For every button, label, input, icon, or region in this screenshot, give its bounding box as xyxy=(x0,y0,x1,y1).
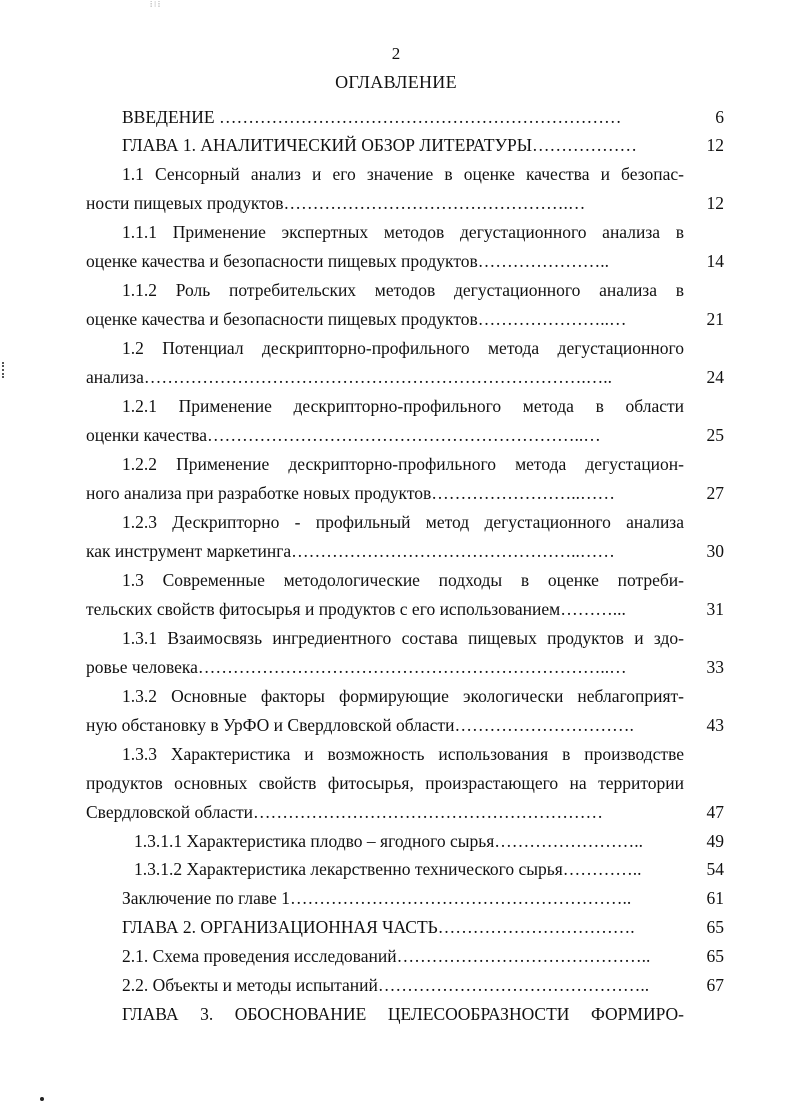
toc-entry-text: 1.3.1.1 Характеристика плодво – ягодного сырья…………………….. xyxy=(134,831,644,851)
toc-entry-page: 43 xyxy=(706,715,724,735)
toc-entry-page: 6 xyxy=(715,107,724,127)
toc-entry-text: ности пищевых продуктов………………………………………….… xyxy=(86,193,586,213)
scan-margin-mark xyxy=(2,362,8,378)
toc-entry-text: продуктов основных свойств фитосырья, произрастающего на территории xyxy=(86,773,684,793)
scan-artifact: ⁞ ǀ ⁞ xyxy=(150,0,161,9)
toc-entry-text: 1.3.1.2 Характеристика лекарственно технического сырья………….. xyxy=(134,859,642,879)
toc-entry-page: 12 xyxy=(706,135,724,155)
toc-entry-page: 25 xyxy=(706,425,724,445)
page-title: ОГЛАВЛЕНИЕ xyxy=(335,72,457,92)
toc-entry-page: 31 xyxy=(706,599,724,619)
toc-entry-text: как инструмент маркетинга…………………………………………..…… xyxy=(86,541,615,561)
toc-entry-page: 47 xyxy=(706,802,724,822)
toc-entry-text: оценке качества и безопасности пищевых продуктов………………….. xyxy=(86,251,610,271)
toc-entry-text: Свердловской области…………………………………………………… xyxy=(86,802,604,822)
toc-entry-page: 24 xyxy=(706,367,724,387)
toc-entry-text: 1.1.1 Применение экспертных методов дегустационного анализа в xyxy=(122,222,684,242)
toc-entry-text: ную обстановку в УрФО и Свердловской области…………………………. xyxy=(86,715,634,735)
toc-entry-page: 12 xyxy=(706,193,724,213)
toc-entry-page: 61 xyxy=(706,888,724,908)
toc-entry-text: 1.2.1 Применение дескрипторно-профильного метода в области xyxy=(122,396,684,416)
toc-entry-text: 1.2 Потенциал дескрипторно-профильного метода дегустационного xyxy=(122,338,684,358)
toc-entry-page: 21 xyxy=(706,309,724,329)
toc-entry-page: 54 xyxy=(706,859,724,879)
toc-entry-text: ГЛАВА 1. АНАЛИТИЧЕСКИЙ ОБЗОР ЛИТЕРАТУРЫ……………… xyxy=(122,135,637,155)
toc-entry-text: 1.1 Сенсорный анализ и его значение в оценке качества и безопас- xyxy=(122,164,684,184)
toc-entry-text: 1.3.1 Взаимосвязь ингредиентного состава пищевых продуктов и здо- xyxy=(122,628,684,648)
toc-entry-text: 1.3.2 Основные факторы формирующие экологически неблагоприят- xyxy=(122,686,684,706)
toc-entry-text: ГЛАВА 2. ОРГАНИЗАЦИОННАЯ ЧАСТЬ……………………………. xyxy=(122,917,635,937)
toc-entry-text: ного анализа при разработке новых продуктов……………………..…… xyxy=(86,483,615,503)
toc-entry-page: 65 xyxy=(706,946,724,966)
toc-entry-text: ВВЕДЕНИЕ …………………………………………………………… xyxy=(122,107,622,127)
scan-dot xyxy=(40,1097,44,1101)
toc-entry-page: 49 xyxy=(706,831,724,851)
toc-entry-page: 27 xyxy=(706,483,724,503)
page-number: 2 xyxy=(391,44,401,63)
toc-entry-text: анализа………………………………………………………………….….. xyxy=(86,367,612,387)
toc-entry-text: тельских свойств фитосырья и продуктов с его использованием………... xyxy=(86,599,626,619)
toc-entry-text: 1.3 Современные методологические подходы в оценке потреби- xyxy=(122,570,684,590)
toc-entry-text: Заключение по главе 1………………………………………………….. xyxy=(122,888,632,908)
toc-entry-text: оценки качества………………………………………………………..… xyxy=(86,425,601,445)
toc-entry-text: 1.1.2 Роль потребительских методов дегустационного анализа в xyxy=(122,280,684,300)
toc-entry-page: 65 xyxy=(706,917,724,937)
toc-entry-text: 1.2.3 Дескрипторно - профильный метод дегустационного анализа xyxy=(122,512,684,532)
toc-entry-text: оценке качества и безопасности пищевых продуктов…………………..… xyxy=(86,309,627,329)
toc-entry-text: ровье человека……………………………………………………………..… xyxy=(86,657,627,677)
toc-entry-text: 2.1. Схема проведения исследований…………………………………….. xyxy=(122,946,651,966)
toc-entry-text: 2.2. Объекты и методы испытаний……………………………………….. xyxy=(122,975,650,995)
toc-entry-page: 30 xyxy=(706,541,724,561)
toc-entry-text: 1.3.3 Характеристика и возможность использования в производстве xyxy=(122,744,684,764)
toc-entry-page: 67 xyxy=(706,975,724,995)
toc-entry-page: 14 xyxy=(706,251,724,271)
toc-entry-page: 33 xyxy=(706,657,724,677)
toc-entry-text: 1.2.2 Применение дескрипторно-профильного метода дегустацион- xyxy=(122,454,684,474)
toc-entry-text: ГЛАВА 3. ОБОСНОВАНИЕ ЦЕЛЕСООБРАЗНОСТИ ФОРМИРО- xyxy=(122,1004,684,1024)
